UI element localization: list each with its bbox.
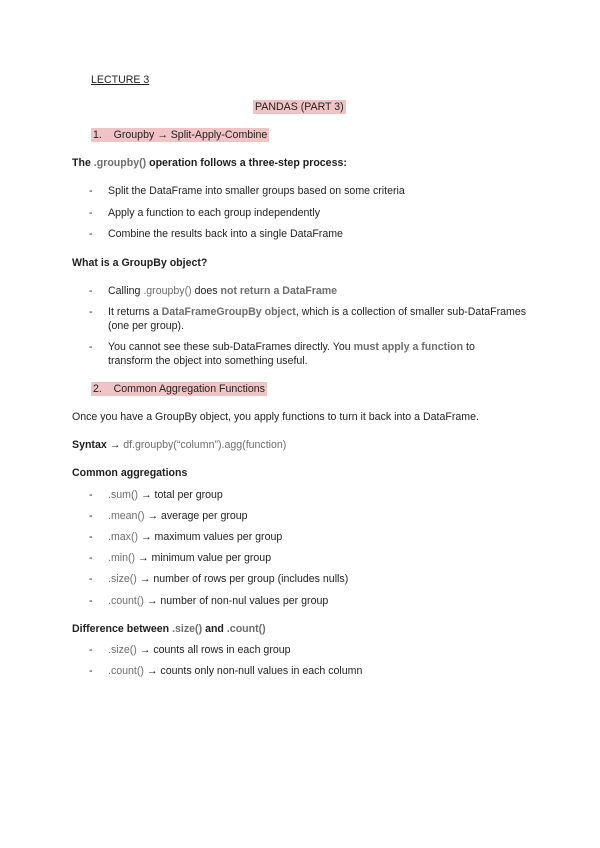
diff-item: .count() → counts only non-null values in each column — [108, 665, 363, 677]
section2-title: Common Aggregation Functions — [113, 383, 265, 395]
bullet-dash: - — [89, 285, 93, 297]
section1-heading-text — [91, 128, 269, 142]
agg-item: .mean() → average per group — [108, 510, 248, 522]
section2-intro: Once you have a GroupBy object, you apply functions to turn it back into a DataFrame. — [72, 411, 479, 423]
groupby-bullet-2: It returns a DataFrameGroupBy object, which is a collection of smaller sub-DataFrames (one per group). — [108, 306, 527, 332]
bullet-dash: - — [89, 595, 93, 607]
bullet-dash: - — [89, 341, 93, 353]
agg-item: .count() → number of non-nul values per group — [108, 595, 329, 607]
bullet-dash: - — [89, 573, 93, 585]
page-title-text: PANDAS (PART 3) — [255, 101, 344, 113]
page-title — [253, 100, 346, 114]
bullet-dash: - — [89, 489, 93, 501]
bullet-dash: - — [89, 185, 93, 197]
step-item: Apply a function to each group independently — [108, 207, 321, 219]
section1-heading — [91, 128, 269, 142]
section1-number: 1. — [93, 129, 102, 141]
bullet-dash: - — [89, 207, 93, 219]
bullet-dash: - — [89, 644, 93, 656]
groupby-bullet-3: You cannot see these sub-DataFrames directly. You must apply a function to transform the object into something useful. — [108, 341, 475, 367]
bullet-dash: - — [89, 510, 93, 522]
bullet-dash: - — [89, 228, 93, 240]
lecture-label: LECTURE 3 — [91, 74, 150, 86]
diff-item: .size() → counts all rows in each group — [108, 644, 291, 656]
syntax-code: df.groupby(“column”).agg(function) — [123, 439, 287, 451]
groupby-code: .groupby() — [93, 157, 147, 169]
bullet-dash: - — [89, 552, 93, 564]
bullet-dash: - — [89, 306, 93, 318]
syntax-line: Syntax → df.groupby(“column”).agg(function) — [72, 439, 287, 451]
difference-heading: Difference between .size() and .count() — [72, 623, 266, 635]
agg-item: .max() → maximum values per group — [108, 531, 283, 543]
section1-title: Groupby → Split-Apply-Combine — [113, 129, 268, 141]
agg-item: .min() → minimum value per group — [108, 552, 272, 564]
step-item: Split the DataFrame into smaller groups based on some criteria — [108, 185, 405, 197]
bullet-dash: - — [89, 531, 93, 543]
groupby-object-heading: What is a GroupBy object? — [72, 257, 208, 269]
aggregations-heading: Common aggregations — [72, 467, 188, 479]
section2-heading — [91, 382, 267, 396]
section2-heading-text — [91, 382, 267, 396]
agg-item: .sum() → total per group — [108, 489, 223, 501]
agg-item: .size() → number of rows per group (includes nulls) — [108, 573, 349, 585]
bullet-dash: - — [89, 665, 93, 677]
groupby-intro: The .groupby() operation follows a three-step process: — [72, 157, 347, 169]
step-item: Combine the results back into a single DataFrame — [108, 228, 343, 240]
section2-number: 2. — [93, 383, 102, 395]
groupby-bullet-1: Calling .groupby() does not return a DataFrame — [108, 285, 338, 297]
